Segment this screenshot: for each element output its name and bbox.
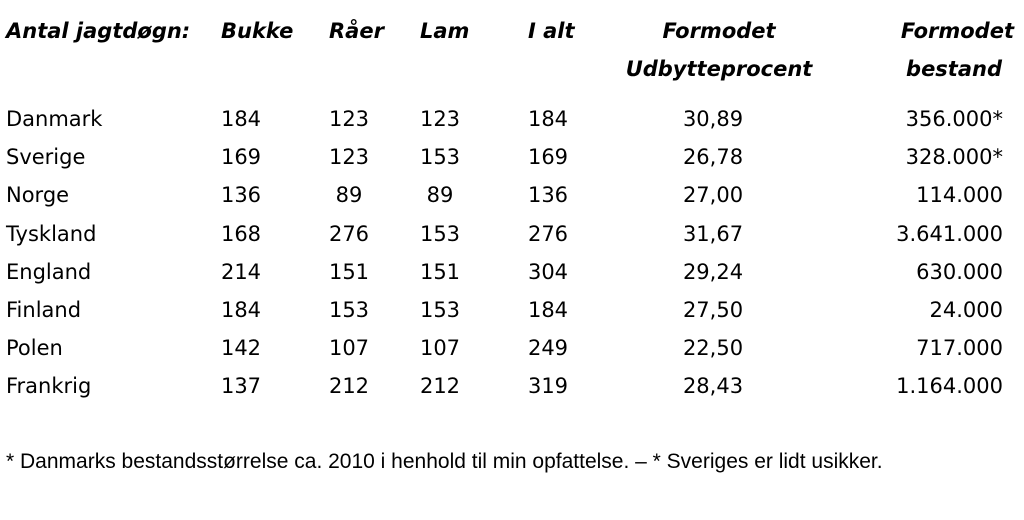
header-country: Antal jagtdøgn: bbox=[6, 19, 191, 43]
cell-ialt: 319 bbox=[527, 374, 569, 399]
cell-raaer: 151 bbox=[328, 259, 370, 284]
cell-bestand: 24.000 bbox=[929, 298, 1003, 322]
cell-lam: 107 bbox=[419, 336, 461, 361]
cell-bestand: 114.000 bbox=[916, 183, 1003, 208]
cell-country: Sverige bbox=[6, 145, 86, 170]
cell-ialt: 169 bbox=[527, 145, 569, 170]
cell-raaer: 107 bbox=[328, 336, 370, 361]
cell-lam: 212 bbox=[419, 374, 461, 399]
cell-country: Danmark bbox=[6, 107, 103, 131]
cell-country: Tyskland bbox=[6, 221, 97, 246]
cell-ialt: 136 bbox=[527, 183, 569, 208]
cell-bestand: 717.000 bbox=[916, 336, 1003, 361]
cell-lam: 89 bbox=[426, 183, 454, 208]
cell-udbytte: 27,50 bbox=[682, 298, 744, 322]
footnote: * Danmarks bestandsstørrelse ca. 2010 i henhold til min opfattelse. – * Sveriges er lidt usikker. bbox=[6, 450, 883, 473]
cell-bukke: 136 bbox=[220, 183, 262, 208]
cell-bukke: 137 bbox=[220, 374, 262, 399]
header-bestand-line2: bestand bbox=[906, 57, 1002, 81]
cell-lam: 153 bbox=[419, 221, 461, 246]
cell-bestand: 328.000* bbox=[905, 145, 1003, 170]
cell-bestand: 630.000 bbox=[916, 259, 1003, 284]
cell-raaer: 123 bbox=[328, 145, 370, 170]
header-raaer: Råer bbox=[329, 19, 384, 43]
cell-bukke: 142 bbox=[220, 336, 262, 361]
cell-country: Polen bbox=[6, 336, 63, 361]
cell-lam: 123 bbox=[419, 107, 461, 131]
cell-ialt: 184 bbox=[527, 298, 569, 322]
cell-country: Norge bbox=[6, 183, 70, 208]
header-lam: Lam bbox=[420, 19, 470, 43]
cell-udbytte: 29,24 bbox=[682, 259, 744, 284]
cell-bukke: 184 bbox=[220, 107, 262, 131]
header-bukke: Bukke bbox=[221, 19, 294, 43]
cell-ialt: 184 bbox=[527, 107, 569, 131]
cell-raaer: 123 bbox=[328, 107, 370, 131]
cell-country: Finland bbox=[6, 298, 82, 322]
cell-lam: 153 bbox=[419, 298, 461, 322]
cell-bukke: 168 bbox=[220, 221, 262, 246]
cell-lam: 153 bbox=[419, 145, 461, 170]
cell-bukke: 184 bbox=[220, 298, 262, 322]
cell-raaer: 153 bbox=[328, 298, 370, 322]
cell-raaer: 276 bbox=[328, 221, 370, 246]
cell-bukke: 214 bbox=[220, 259, 262, 284]
cell-ialt: 276 bbox=[527, 221, 569, 246]
cell-udbytte: 28,43 bbox=[682, 374, 744, 399]
header-bestand-line1: Formodet bbox=[900, 19, 1014, 43]
cell-udbytte: 26,78 bbox=[682, 145, 744, 170]
cell-country: England bbox=[6, 259, 92, 284]
cell-ialt: 304 bbox=[527, 259, 569, 284]
cell-ialt: 249 bbox=[527, 336, 569, 361]
cell-udbytte: 27,00 bbox=[682, 183, 744, 208]
cell-bukke: 169 bbox=[220, 145, 262, 170]
cell-bestand: 356.000* bbox=[905, 107, 1003, 131]
cell-udbytte: 22,50 bbox=[682, 336, 744, 361]
header-udbytte-line1: Formodet bbox=[662, 19, 776, 43]
cell-raaer: 212 bbox=[328, 374, 370, 399]
cell-country: Frankrig bbox=[6, 374, 92, 399]
cell-raaer: 89 bbox=[335, 183, 363, 208]
header-ialt: I alt bbox=[528, 19, 575, 43]
cell-udbytte: 30,89 bbox=[682, 107, 744, 131]
header-udbytte-line2: Udbytteprocent bbox=[625, 57, 813, 81]
cell-lam: 151 bbox=[419, 259, 461, 284]
cell-bestand: 3.641.000 bbox=[896, 221, 1003, 246]
cell-udbytte: 31,67 bbox=[682, 221, 744, 246]
cell-bestand: 1.164.000 bbox=[896, 374, 1003, 399]
